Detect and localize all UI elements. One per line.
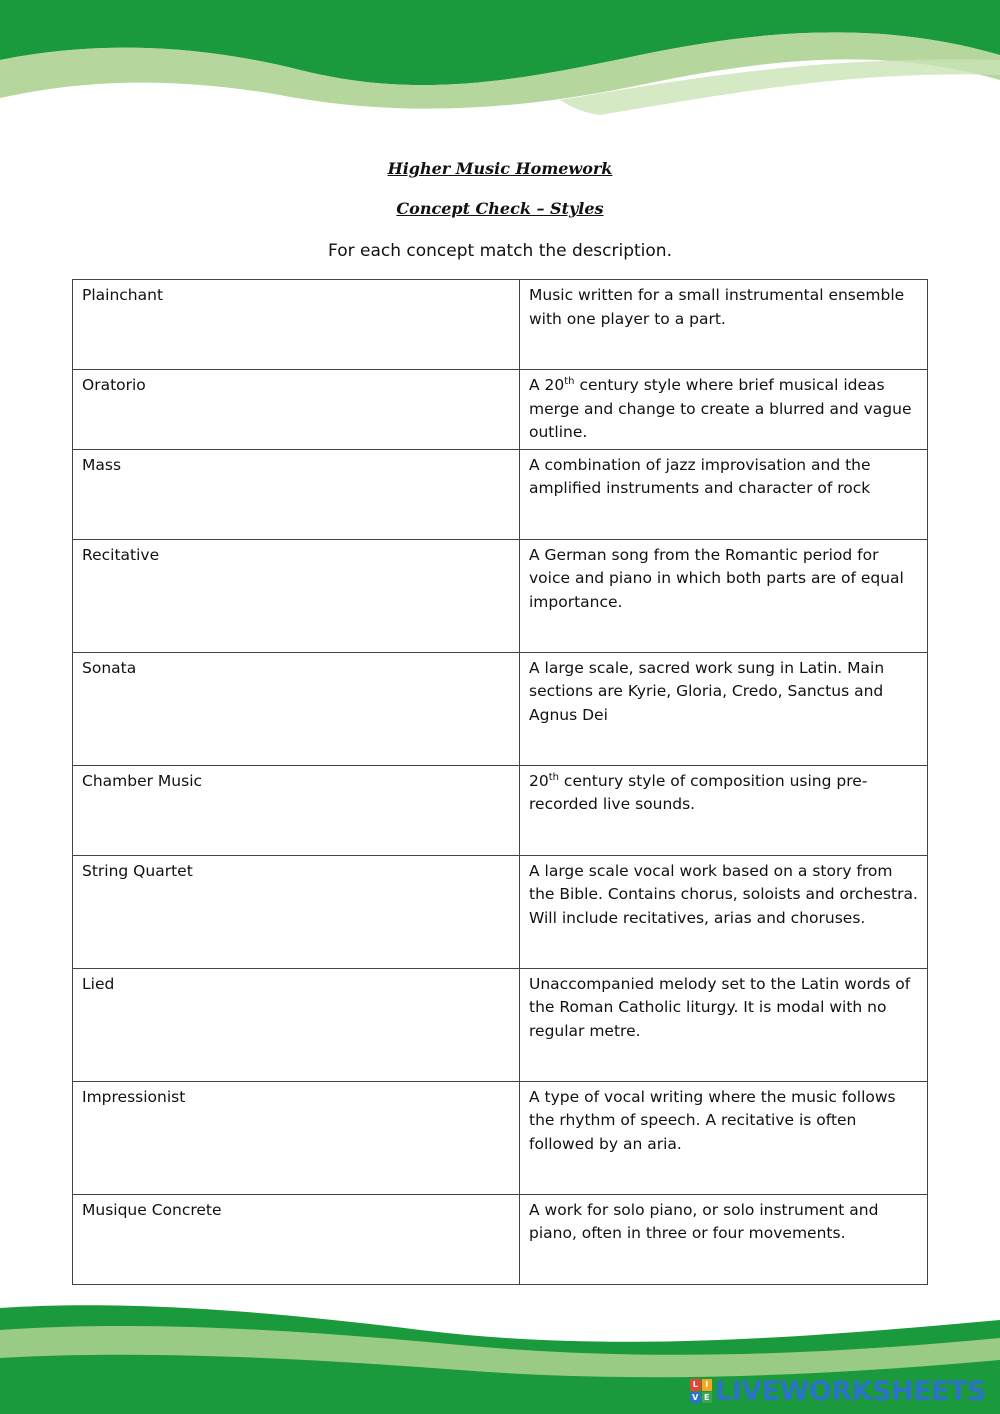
description-cell	[520, 370, 928, 450]
description-text: A 20	[529, 376, 565, 394]
table-row	[73, 652, 928, 765]
concept-cell: Sonata	[73, 652, 520, 765]
page-subtitle: Concept Check – Styles	[396, 199, 604, 218]
table-row	[73, 855, 928, 968]
superscript: th	[564, 375, 575, 387]
table-row	[73, 765, 928, 855]
description-text: 20	[529, 771, 549, 790]
page-title: Higher Music Homework	[387, 159, 613, 178]
superscript: th	[548, 771, 559, 783]
description-cell: A combination of jazz improvisation and the amplified instruments and character of rock	[520, 449, 928, 539]
description-cell: A type of vocal writing where the music follows the rhythm of speech. A recitative is often followed by an aria.	[520, 1081, 928, 1194]
instruction-text: For each concept match the description.	[328, 241, 672, 261]
description-cell: Music written for a small instrumental ensemble with one player to a part.	[520, 280, 928, 370]
table-row	[73, 968, 928, 1081]
liveworksheets-logo	[690, 1374, 986, 1408]
concept-cell: Impressionist	[73, 1081, 520, 1194]
header-wave-decoration	[0, 0, 1000, 130]
description-cell: A German song from the Romantic period for voice and piano in which both parts are of equal importance.	[520, 539, 928, 652]
description-cell: Unaccompanied melody set to the Latin words of the Roman Catholic liturgy. It is modal with no regular metre.	[520, 968, 928, 1081]
description-cell: A large scale, sacred work sung in Latin. Main sections are Kyrie, Gloria, Credo, Sanctus and Agnus Dei	[520, 652, 928, 765]
table-row	[73, 370, 928, 450]
table-row	[73, 449, 928, 539]
description-text: century style of composition using pre-recorded live sounds.	[529, 771, 868, 813]
table-row	[73, 1081, 928, 1194]
concept-cell: Oratorio	[73, 370, 520, 450]
concept-cell: String Quartet	[73, 855, 520, 968]
concept-cell: Recitative	[73, 539, 520, 652]
concept-cell: Plainchant	[73, 280, 520, 370]
logo-text: LIVEWORKSHEETS	[715, 1375, 986, 1407]
table-row	[73, 1194, 928, 1284]
description-cell	[520, 765, 928, 855]
table-row	[73, 280, 928, 370]
concept-cell: Lied	[73, 968, 520, 1081]
matching-table	[72, 279, 928, 1285]
concept-cell: Musique Concrete	[73, 1194, 520, 1284]
description-cell: A large scale vocal work based on a story from the Bible. Contains chorus, soloists and orchestra. Will include recitatives, arias and choruses.	[520, 855, 928, 968]
description-cell: A work for solo piano, or solo instrument and piano, often in three or four movements.	[520, 1194, 928, 1284]
table-row	[73, 539, 928, 652]
concept-cell: Mass	[73, 449, 520, 539]
concept-cell: Chamber Music	[73, 765, 520, 855]
logo-mark-icon: L I V E	[690, 1379, 712, 1403]
description-text: century style where brief musical ideas merge and change to create a blurred and vague outline.	[529, 376, 912, 441]
